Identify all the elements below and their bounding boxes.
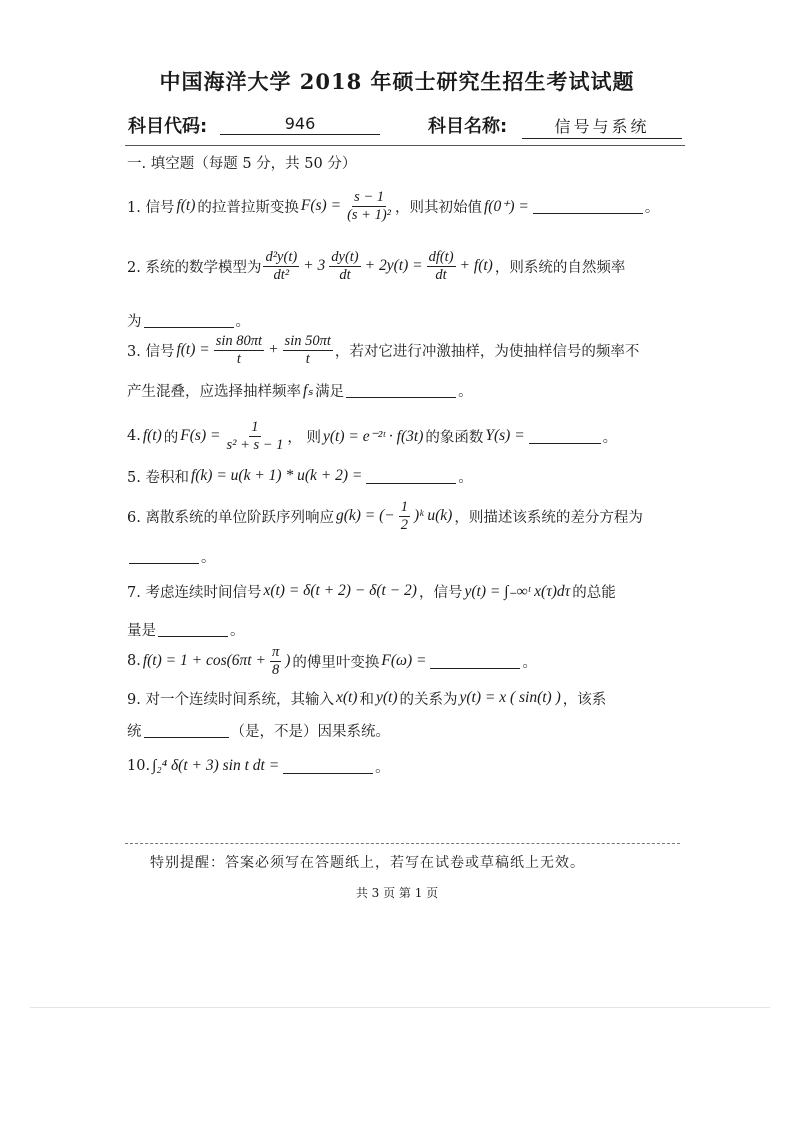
text: 的傅里叶变换 (292, 654, 380, 671)
fraction (263, 249, 299, 284)
text: 统 (127, 723, 142, 740)
answer-blank (430, 654, 520, 669)
text: 4. (127, 428, 141, 444)
answer-blank (529, 429, 601, 444)
question-line (127, 370, 473, 410)
text: ，则系统的自然频率 (494, 259, 626, 276)
text: 的拉普拉斯变换 (197, 199, 299, 216)
subject-name-label: 科目名称: (428, 116, 508, 137)
page-info: 共 3 页 第 1 页 (355, 886, 439, 900)
answer-blank (144, 313, 234, 328)
math: Y(s) = (485, 427, 525, 444)
math: y(t) (375, 689, 398, 706)
text: ，若对它进行冲激抽样，为使抽样信号的频率不 (334, 343, 640, 360)
fraction (427, 249, 456, 284)
answer-blank (283, 759, 373, 774)
math: y(t) = e⁻²ᵗ · f(3t) (323, 427, 424, 445)
numerator: s − 1 (354, 188, 384, 205)
math: + 2y(t) = (364, 257, 423, 274)
text: 。 (458, 469, 473, 486)
question-line (127, 710, 390, 750)
text: 。 (458, 383, 473, 400)
math: F(s) = (180, 427, 221, 444)
subject-code: 946 (220, 114, 380, 135)
denominator: (s + 1)² (347, 206, 391, 223)
numerator: 1 (251, 418, 259, 435)
answer-blank (144, 723, 229, 738)
text: 的象函数 (425, 429, 484, 446)
denominator: dt (339, 266, 351, 283)
question-line (127, 536, 216, 576)
math: f(t) = 1 + cos(6πt + (142, 652, 266, 669)
text: 10. (127, 758, 151, 774)
math: ) (285, 652, 291, 669)
math: + (268, 341, 279, 358)
notice: 特别提醒：答案必须写在答题纸上，若写在试卷或草稿纸上无效。 (150, 855, 585, 871)
fraction (283, 333, 333, 368)
math: x(t) = δ(t + 2) − δ(t − 2) (263, 582, 417, 599)
question-line (127, 142, 356, 182)
text: 5. 卷积和 (127, 469, 189, 486)
text: 。 (230, 622, 245, 639)
question-line (127, 246, 625, 286)
exam-title: 中国海洋大学 2018 年硕士研究生招生考试试题 (159, 69, 635, 94)
math: f(t) (176, 197, 196, 214)
text: 。 (522, 654, 537, 671)
math: f(0⁺) = (484, 197, 529, 215)
numerator: d²y(t) (265, 248, 298, 265)
text: ，信号 (418, 584, 463, 601)
text: 为 (127, 313, 142, 330)
fraction (270, 644, 281, 679)
answer-blank (533, 199, 643, 214)
text: 1. 信号 (127, 199, 175, 216)
math: f(t) = (176, 341, 210, 358)
answer-blank (129, 549, 199, 564)
text: ， 则 (287, 429, 322, 446)
denominator: t (305, 350, 310, 367)
text: 2. 系统的数学模型为 (127, 259, 262, 276)
math: fₛ (303, 381, 314, 399)
text: 6. 离散系统的单位阶跃序列响应 (127, 509, 334, 526)
text: 满足 (315, 383, 345, 400)
denominator: dt² (273, 266, 290, 283)
math: f(k) = u(k + 1) * u(k + 2) = (190, 467, 363, 484)
fraction (224, 419, 285, 454)
text: 的总能 (572, 584, 616, 601)
math: f(t) (142, 427, 162, 444)
math: y(t) = ∫₋∞ᵗ x(τ)dτ (464, 582, 571, 600)
text: 。 (644, 199, 660, 216)
text: 8. (127, 653, 141, 669)
math: + 3 (303, 257, 326, 274)
math: g(k) = (− (335, 507, 395, 524)
question-line (127, 641, 537, 681)
question-line (127, 186, 659, 226)
text: ，则其初始值 (395, 199, 482, 216)
numerator: π (271, 643, 280, 660)
question-line (127, 571, 616, 611)
text: 。 (235, 313, 250, 330)
math: F(s) = (300, 197, 342, 214)
text: 3. 信号 (127, 343, 175, 360)
fraction (345, 189, 393, 224)
denominator: 8 (271, 661, 280, 678)
math: ∫₂⁴ δ(t + 3) sin t dt = (152, 757, 280, 774)
answer-blank (158, 622, 228, 637)
math: + f(t) (459, 257, 493, 274)
text: （是，不是）因果系统。 (230, 723, 390, 740)
text: 。 (375, 759, 390, 776)
text: 的关系为 (399, 691, 458, 708)
scan-edge (30, 1007, 770, 1008)
math: x(t) (335, 689, 358, 706)
question-line (127, 456, 473, 496)
question-line (127, 330, 639, 370)
denominator: t (236, 350, 241, 367)
math: F(ω) = (381, 652, 427, 669)
text: 7. 考虑连续时间信号 (127, 584, 262, 601)
fraction (399, 499, 410, 534)
text: 一. 填空题（每题 5 分，共 50 分） (127, 155, 357, 172)
math: y(t) = x ( sin(t) ) (459, 689, 561, 706)
text: 和 (359, 691, 374, 708)
text: 。 (602, 429, 618, 446)
math: )ᵏ u(k) (414, 507, 453, 524)
denominator: 2 (400, 516, 408, 533)
text: 量是 (127, 622, 156, 639)
footer-divider (125, 843, 680, 844)
answer-blank (366, 469, 456, 484)
text: 产生混叠，应选择抽样频率 (127, 383, 301, 400)
subject-name: 信号与系统 (522, 114, 682, 139)
subject-code-label: 科目代码: (128, 116, 208, 137)
fraction (329, 249, 360, 284)
text: 9. 对一个连续时间系统，其输入 (127, 691, 334, 708)
answer-blank (346, 383, 456, 398)
question-line (127, 746, 390, 786)
text: 。 (201, 549, 216, 566)
denominator: s² + s − 1 (226, 436, 284, 453)
fraction (214, 333, 264, 368)
text: ，则描述该系统的差分方程为 (454, 509, 643, 526)
text: 的 (163, 429, 179, 446)
denominator: dt (435, 266, 447, 283)
numerator: df(t) (428, 248, 454, 265)
numerator: dy(t) (331, 248, 359, 265)
question-line (127, 416, 617, 456)
numerator: 1 (400, 498, 408, 515)
numerator: sin 80πt (215, 332, 263, 349)
question-line (127, 496, 643, 536)
text: ，该系 (562, 691, 607, 708)
numerator: sin 50πt (284, 332, 331, 349)
